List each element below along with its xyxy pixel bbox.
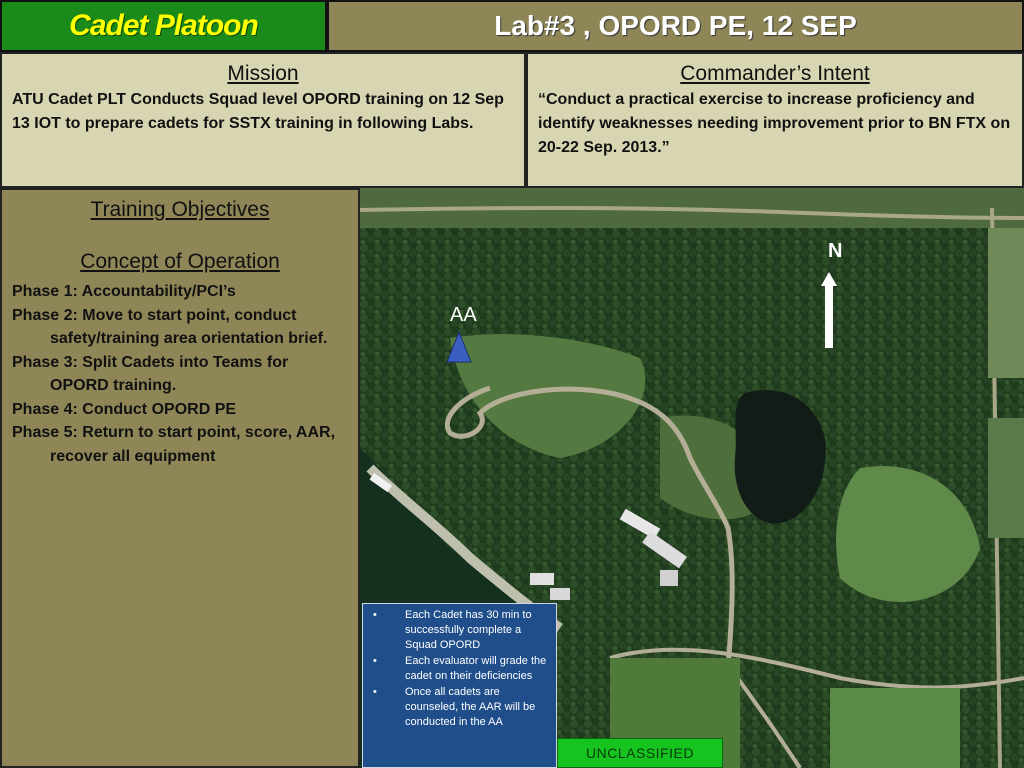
assembly-area-label: AA — [450, 304, 477, 326]
unit-title-banner — [0, 0, 327, 52]
mission-panel — [0, 52, 526, 188]
phase-item: Phase 4: Conduct OPORD PE — [12, 400, 237, 418]
note-text: Each evaluator will grade the cadet on their deficiencies — [405, 655, 547, 682]
mission-heading: Mission — [227, 62, 299, 85]
intent-heading: Commander’s Intent — [680, 62, 870, 85]
slide-title: Lab#3 , OPORD PE, 12 SEP — [494, 10, 857, 41]
classification-label: UNCLASSIFIED — [586, 745, 694, 761]
phase-item: Phase 1: Accountability/PCI’s — [12, 283, 236, 300]
note-text: Once all cadets are counseled, the AAR will be conducted in the AA — [405, 686, 536, 728]
note-item — [369, 654, 552, 684]
note-item — [369, 685, 552, 730]
intent-text: “Conduct a practical exercise to increase proficiency and identify weaknesses needing improvement prior to BN FTX on 20-22 Sep. 2013.” — [538, 91, 1011, 156]
commanders-intent-panel — [526, 52, 1024, 188]
unit-title: Cadet Platoon — [69, 9, 258, 42]
note-item — [369, 608, 552, 653]
phase-list — [12, 280, 348, 468]
phase-item: Phase 5: Return to start point, score, AAR, recover all equipment — [12, 424, 336, 465]
bullet: • — [373, 686, 377, 698]
north-label: N — [828, 240, 843, 262]
notes-list — [369, 608, 552, 730]
classification-banner — [557, 738, 723, 768]
concept-panel — [0, 188, 360, 768]
bullet: • — [373, 609, 377, 621]
concept-heading: Concept of Operation — [80, 250, 280, 273]
mission-text: ATU Cadet PLT Conducts Squad level OPORD training on 12 Sep 13 IOT to prepare cadets for SSTX training in following Labs. — [12, 91, 504, 132]
phase-item: Phase 2: Move to start point, conduct safety/training area orientation brief. — [12, 306, 328, 347]
training-objectives-heading: Training Objectives — [90, 198, 270, 221]
bullet: • — [373, 655, 377, 667]
evaluation-notes-box — [362, 603, 557, 768]
note-text: Each Cadet has 30 min to successfully complete a Squad OPORD — [405, 609, 532, 651]
phase-item: Phase 3: Split Cadets into Teams for OPORD training. — [12, 353, 289, 394]
slide-title-banner — [327, 0, 1024, 52]
